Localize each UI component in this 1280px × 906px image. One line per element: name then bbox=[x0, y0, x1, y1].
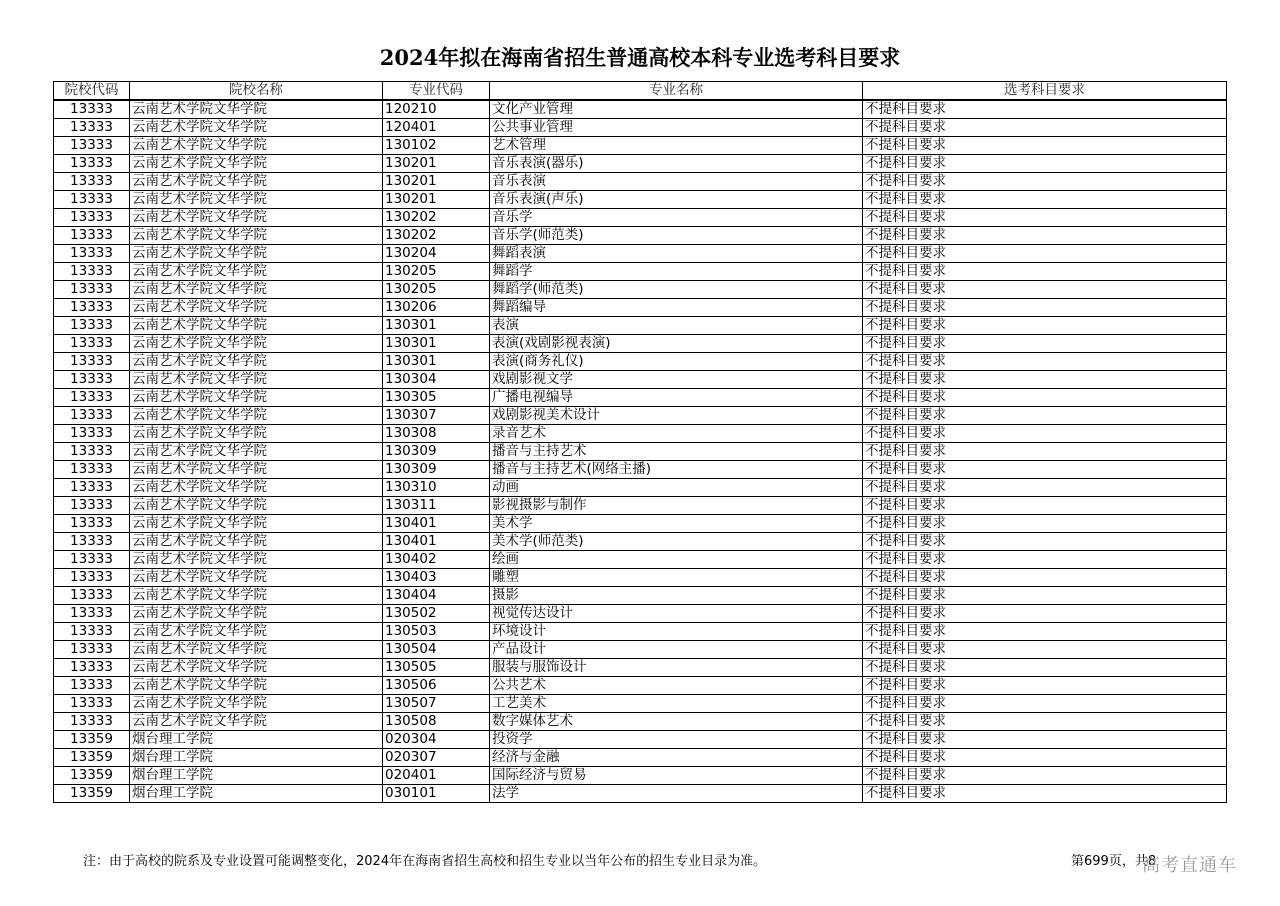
cell-major-name: 公共事业管理 bbox=[490, 119, 863, 137]
cell-school-code: 13359 bbox=[54, 767, 130, 785]
cell-major-code: 120401 bbox=[383, 119, 490, 137]
cell-subject-requirement: 不提科目要求 bbox=[863, 245, 1227, 263]
cell-major-name: 播音与主持艺术(网络主播) bbox=[490, 461, 863, 479]
table-row bbox=[54, 281, 1227, 299]
cell-subject-requirement: 不提科目要求 bbox=[863, 443, 1227, 461]
cell-major-name: 表演(戏剧影视表演) bbox=[490, 335, 863, 353]
cell-school-code: 13333 bbox=[54, 299, 130, 317]
table-row bbox=[54, 227, 1227, 245]
header-major-name: 专业名称 bbox=[490, 82, 863, 101]
cell-school-code: 13333 bbox=[54, 119, 130, 137]
requirements-table bbox=[53, 81, 1227, 803]
cell-subject-requirement: 不提科目要求 bbox=[863, 569, 1227, 587]
cell-school-code: 13333 bbox=[54, 695, 130, 713]
table-row bbox=[54, 713, 1227, 731]
cell-school-code: 13333 bbox=[54, 497, 130, 515]
cell-major-code: 130301 bbox=[383, 317, 490, 335]
table-row bbox=[54, 551, 1227, 569]
cell-major-code: 130102 bbox=[383, 137, 490, 155]
cell-school-code: 13333 bbox=[54, 479, 130, 497]
cell-major-code: 130508 bbox=[383, 713, 490, 731]
cell-major-name: 美术学(师范类) bbox=[490, 533, 863, 551]
table-row bbox=[54, 767, 1227, 785]
table-row bbox=[54, 695, 1227, 713]
cell-major-code: 130301 bbox=[383, 335, 490, 353]
cell-school-name: 云南艺术学院文华学院 bbox=[130, 317, 383, 335]
cell-major-name: 公共艺术 bbox=[490, 677, 863, 695]
cell-school-name: 云南艺术学院文华学院 bbox=[130, 713, 383, 731]
cell-subject-requirement: 不提科目要求 bbox=[863, 407, 1227, 425]
cell-major-name: 表演 bbox=[490, 317, 863, 335]
table-row bbox=[54, 461, 1227, 479]
cell-major-name: 绘画 bbox=[490, 551, 863, 569]
cell-major-code: 130202 bbox=[383, 227, 490, 245]
cell-school-code: 13333 bbox=[54, 100, 130, 119]
cell-major-name: 投资学 bbox=[490, 731, 863, 749]
cell-major-code: 130503 bbox=[383, 623, 490, 641]
cell-school-name: 烟台理工学院 bbox=[130, 731, 383, 749]
table-row bbox=[54, 587, 1227, 605]
table-row bbox=[54, 731, 1227, 749]
cell-school-name: 云南艺术学院文华学院 bbox=[130, 371, 383, 389]
cell-major-name: 艺术管理 bbox=[490, 137, 863, 155]
cell-school-code: 13333 bbox=[54, 533, 130, 551]
cell-major-code: 130505 bbox=[383, 659, 490, 677]
cell-school-name: 云南艺术学院文华学院 bbox=[130, 245, 383, 263]
cell-school-name: 云南艺术学院文华学院 bbox=[130, 407, 383, 425]
cell-school-name: 云南艺术学院文华学院 bbox=[130, 515, 383, 533]
cell-school-name: 云南艺术学院文华学院 bbox=[130, 227, 383, 245]
table-row bbox=[54, 155, 1227, 173]
cell-major-code: 130206 bbox=[383, 299, 490, 317]
table-row bbox=[54, 245, 1227, 263]
cell-school-name: 云南艺术学院文华学院 bbox=[130, 533, 383, 551]
cell-major-code: 130307 bbox=[383, 407, 490, 425]
page-title: 2024年拟在海南省招生普通高校本科专业选考科目要求 bbox=[379, 45, 901, 70]
cell-school-code: 13333 bbox=[54, 425, 130, 443]
cell-major-name: 环境设计 bbox=[490, 623, 863, 641]
cell-subject-requirement: 不提科目要求 bbox=[863, 335, 1227, 353]
cell-school-name: 烟台理工学院 bbox=[130, 749, 383, 767]
cell-major-code: 130204 bbox=[383, 245, 490, 263]
cell-major-code: 130310 bbox=[383, 479, 490, 497]
cell-major-code: 130202 bbox=[383, 209, 490, 227]
cell-subject-requirement: 不提科目要求 bbox=[863, 281, 1227, 299]
cell-major-name: 产品设计 bbox=[490, 641, 863, 659]
cell-major-code: 130205 bbox=[383, 281, 490, 299]
cell-major-name: 播音与主持艺术 bbox=[490, 443, 863, 461]
cell-major-name: 戏剧影视美术设计 bbox=[490, 407, 863, 425]
cell-school-code: 13359 bbox=[54, 785, 130, 803]
cell-major-name: 工艺美术 bbox=[490, 695, 863, 713]
table-row bbox=[54, 137, 1227, 155]
cell-major-code: 130309 bbox=[383, 461, 490, 479]
cell-school-name: 云南艺术学院文华学院 bbox=[130, 479, 383, 497]
cell-school-code: 13333 bbox=[54, 569, 130, 587]
table-row bbox=[54, 299, 1227, 317]
cell-subject-requirement: 不提科目要求 bbox=[863, 659, 1227, 677]
cell-major-name: 音乐表演 bbox=[490, 173, 863, 191]
cell-school-name: 云南艺术学院文华学院 bbox=[130, 263, 383, 281]
cell-school-name: 云南艺术学院文华学院 bbox=[130, 281, 383, 299]
cell-school-code: 13333 bbox=[54, 641, 130, 659]
cell-major-code: 130305 bbox=[383, 389, 490, 407]
cell-subject-requirement: 不提科目要求 bbox=[863, 623, 1227, 641]
cell-school-code: 13333 bbox=[54, 389, 130, 407]
cell-subject-requirement: 不提科目要求 bbox=[863, 191, 1227, 209]
table-row bbox=[54, 407, 1227, 425]
cell-major-code: 130309 bbox=[383, 443, 490, 461]
cell-subject-requirement: 不提科目要求 bbox=[863, 749, 1227, 767]
cell-major-name: 舞蹈编导 bbox=[490, 299, 863, 317]
cell-school-name: 云南艺术学院文华学院 bbox=[130, 659, 383, 677]
cell-subject-requirement: 不提科目要求 bbox=[863, 731, 1227, 749]
cell-subject-requirement: 不提科目要求 bbox=[863, 533, 1227, 551]
cell-school-code: 13359 bbox=[54, 731, 130, 749]
cell-major-name: 音乐表演(器乐) bbox=[490, 155, 863, 173]
cell-school-name: 云南艺术学院文华学院 bbox=[130, 677, 383, 695]
table-row bbox=[54, 443, 1227, 461]
cell-major-name: 雕塑 bbox=[490, 569, 863, 587]
cell-major-name: 音乐学(师范类) bbox=[490, 227, 863, 245]
cell-school-name: 云南艺术学院文华学院 bbox=[130, 641, 383, 659]
cell-school-code: 13333 bbox=[54, 443, 130, 461]
cell-school-name: 云南艺术学院文华学院 bbox=[130, 623, 383, 641]
cell-subject-requirement: 不提科目要求 bbox=[863, 767, 1227, 785]
cell-major-code: 130506 bbox=[383, 677, 490, 695]
cell-major-name: 舞蹈学(师范类) bbox=[490, 281, 863, 299]
cell-school-name: 云南艺术学院文华学院 bbox=[130, 587, 383, 605]
cell-major-code: 130201 bbox=[383, 191, 490, 209]
cell-major-code: 130402 bbox=[383, 551, 490, 569]
cell-subject-requirement: 不提科目要求 bbox=[863, 785, 1227, 803]
watermark: 高考直通车 bbox=[1142, 855, 1237, 876]
cell-subject-requirement: 不提科目要求 bbox=[863, 461, 1227, 479]
cell-major-code: 130401 bbox=[383, 515, 490, 533]
cell-school-code: 13333 bbox=[54, 317, 130, 335]
cell-subject-requirement: 不提科目要求 bbox=[863, 551, 1227, 569]
table-row bbox=[54, 389, 1227, 407]
header-major-code: 专业代码 bbox=[383, 82, 490, 101]
cell-school-code: 13333 bbox=[54, 461, 130, 479]
cell-subject-requirement: 不提科目要求 bbox=[863, 605, 1227, 623]
cell-school-code: 13333 bbox=[54, 605, 130, 623]
cell-major-code: 120210 bbox=[383, 100, 490, 119]
cell-subject-requirement: 不提科目要求 bbox=[863, 695, 1227, 713]
cell-school-code: 13333 bbox=[54, 713, 130, 731]
page-number: 第699页，共8 bbox=[1071, 854, 1157, 869]
table-row bbox=[54, 353, 1227, 371]
cell-subject-requirement: 不提科目要求 bbox=[863, 515, 1227, 533]
cell-subject-requirement: 不提科目要求 bbox=[863, 209, 1227, 227]
cell-major-code: 130201 bbox=[383, 173, 490, 191]
cell-major-name: 数字媒体艺术 bbox=[490, 713, 863, 731]
table-row bbox=[54, 317, 1227, 335]
cell-major-code: 020307 bbox=[383, 749, 490, 767]
table-row bbox=[54, 533, 1227, 551]
cell-subject-requirement: 不提科目要求 bbox=[863, 425, 1227, 443]
cell-subject-requirement: 不提科目要求 bbox=[863, 371, 1227, 389]
cell-major-code: 130504 bbox=[383, 641, 490, 659]
cell-major-code: 130304 bbox=[383, 371, 490, 389]
cell-school-name: 烟台理工学院 bbox=[130, 767, 383, 785]
cell-major-name: 服装与服饰设计 bbox=[490, 659, 863, 677]
cell-major-name: 动画 bbox=[490, 479, 863, 497]
cell-school-name: 云南艺术学院文华学院 bbox=[130, 443, 383, 461]
cell-major-name: 舞蹈表演 bbox=[490, 245, 863, 263]
table-row bbox=[54, 100, 1227, 119]
cell-subject-requirement: 不提科目要求 bbox=[863, 641, 1227, 659]
cell-major-name: 影视摄影与制作 bbox=[490, 497, 863, 515]
cell-subject-requirement: 不提科目要求 bbox=[863, 137, 1227, 155]
cell-major-code: 020304 bbox=[383, 731, 490, 749]
cell-major-name: 表演(商务礼仪) bbox=[490, 353, 863, 371]
cell-major-name: 音乐表演(声乐) bbox=[490, 191, 863, 209]
cell-subject-requirement: 不提科目要求 bbox=[863, 299, 1227, 317]
cell-school-name: 云南艺术学院文华学院 bbox=[130, 299, 383, 317]
cell-school-code: 13333 bbox=[54, 155, 130, 173]
cell-major-name: 戏剧影视文学 bbox=[490, 371, 863, 389]
cell-major-code: 130404 bbox=[383, 587, 490, 605]
footer-note: 注：由于高校的院系及专业设置可能调整变化，2024年在海南省招生高校和招生专业以当年公布的招生专业目录为准。 bbox=[83, 854, 767, 869]
cell-major-name: 国际经济与贸易 bbox=[490, 767, 863, 785]
cell-major-name: 经济与金融 bbox=[490, 749, 863, 767]
table-row bbox=[54, 173, 1227, 191]
cell-major-code: 130403 bbox=[383, 569, 490, 587]
table-row bbox=[54, 677, 1227, 695]
cell-school-code: 13333 bbox=[54, 191, 130, 209]
cell-school-code: 13333 bbox=[54, 227, 130, 245]
cell-school-code: 13333 bbox=[54, 335, 130, 353]
cell-school-name: 云南艺术学院文华学院 bbox=[130, 335, 383, 353]
cell-school-name: 云南艺术学院文华学院 bbox=[130, 173, 383, 191]
table-row bbox=[54, 371, 1227, 389]
cell-major-name: 录音艺术 bbox=[490, 425, 863, 443]
header-school-name: 院校名称 bbox=[130, 82, 383, 101]
cell-major-name: 视觉传达设计 bbox=[490, 605, 863, 623]
cell-subject-requirement: 不提科目要求 bbox=[863, 353, 1227, 371]
cell-school-name: 云南艺术学院文华学院 bbox=[130, 389, 383, 407]
cell-subject-requirement: 不提科目要求 bbox=[863, 119, 1227, 137]
cell-school-code: 13333 bbox=[54, 281, 130, 299]
cell-major-code: 130301 bbox=[383, 353, 490, 371]
cell-school-name: 云南艺术学院文华学院 bbox=[130, 191, 383, 209]
cell-major-name: 广播电视编导 bbox=[490, 389, 863, 407]
cell-school-name: 云南艺术学院文华学院 bbox=[130, 551, 383, 569]
table-row bbox=[54, 605, 1227, 623]
cell-subject-requirement: 不提科目要求 bbox=[863, 497, 1227, 515]
cell-major-name: 法学 bbox=[490, 785, 863, 803]
cell-school-name: 云南艺术学院文华学院 bbox=[130, 461, 383, 479]
cell-subject-requirement: 不提科目要求 bbox=[863, 227, 1227, 245]
cell-school-code: 13333 bbox=[54, 245, 130, 263]
table-header-row bbox=[54, 82, 1227, 101]
cell-major-name: 美术学 bbox=[490, 515, 863, 533]
cell-school-code: 13333 bbox=[54, 263, 130, 281]
table-row bbox=[54, 569, 1227, 587]
cell-subject-requirement: 不提科目要求 bbox=[863, 713, 1227, 731]
cell-major-code: 030101 bbox=[383, 785, 490, 803]
table-row bbox=[54, 425, 1227, 443]
cell-major-name: 摄影 bbox=[490, 587, 863, 605]
cell-school-name: 云南艺术学院文华学院 bbox=[130, 605, 383, 623]
cell-major-code: 130308 bbox=[383, 425, 490, 443]
cell-school-name: 云南艺术学院文华学院 bbox=[130, 119, 383, 137]
cell-school-code: 13333 bbox=[54, 173, 130, 191]
table-row bbox=[54, 659, 1227, 677]
cell-major-code: 130401 bbox=[383, 533, 490, 551]
cell-school-code: 13333 bbox=[54, 353, 130, 371]
cell-subject-requirement: 不提科目要求 bbox=[863, 100, 1227, 119]
cell-school-name: 云南艺术学院文华学院 bbox=[130, 695, 383, 713]
cell-school-code: 13333 bbox=[54, 659, 130, 677]
cell-school-code: 13333 bbox=[54, 587, 130, 605]
table-row bbox=[54, 515, 1227, 533]
cell-school-code: 13333 bbox=[54, 371, 130, 389]
table-row bbox=[54, 623, 1227, 641]
table-row bbox=[54, 209, 1227, 227]
cell-school-code: 13333 bbox=[54, 515, 130, 533]
table-row bbox=[54, 119, 1227, 137]
cell-school-code: 13333 bbox=[54, 551, 130, 569]
cell-major-name: 舞蹈学 bbox=[490, 263, 863, 281]
table-row bbox=[54, 785, 1227, 803]
cell-subject-requirement: 不提科目要求 bbox=[863, 677, 1227, 695]
cell-subject-requirement: 不提科目要求 bbox=[863, 317, 1227, 335]
header-school-code: 院校代码 bbox=[54, 82, 130, 101]
cell-subject-requirement: 不提科目要求 bbox=[863, 389, 1227, 407]
cell-major-code: 130507 bbox=[383, 695, 490, 713]
cell-school-name: 云南艺术学院文华学院 bbox=[130, 137, 383, 155]
table-row bbox=[54, 749, 1227, 767]
cell-school-code: 13333 bbox=[54, 137, 130, 155]
cell-school-name: 云南艺术学院文华学院 bbox=[130, 353, 383, 371]
table-row bbox=[54, 479, 1227, 497]
cell-school-name: 云南艺术学院文华学院 bbox=[130, 497, 383, 515]
cell-school-name: 云南艺术学院文华学院 bbox=[130, 209, 383, 227]
cell-school-name: 云南艺术学院文华学院 bbox=[130, 155, 383, 173]
table-row bbox=[54, 641, 1227, 659]
table-row bbox=[54, 191, 1227, 209]
cell-major-name: 音乐学 bbox=[490, 209, 863, 227]
cell-subject-requirement: 不提科目要求 bbox=[863, 155, 1227, 173]
cell-major-name: 文化产业管理 bbox=[490, 100, 863, 119]
table-body bbox=[54, 100, 1227, 803]
header-subject-requirement: 选考科目要求 bbox=[863, 82, 1227, 101]
cell-school-code: 13333 bbox=[54, 407, 130, 425]
cell-major-code: 020401 bbox=[383, 767, 490, 785]
table-row bbox=[54, 497, 1227, 515]
cell-school-code: 13333 bbox=[54, 209, 130, 227]
table-row bbox=[54, 263, 1227, 281]
cell-school-code: 13333 bbox=[54, 677, 130, 695]
cell-major-code: 130311 bbox=[383, 497, 490, 515]
cell-school-name: 云南艺术学院文华学院 bbox=[130, 569, 383, 587]
cell-subject-requirement: 不提科目要求 bbox=[863, 587, 1227, 605]
cell-major-code: 130205 bbox=[383, 263, 490, 281]
cell-major-code: 130502 bbox=[383, 605, 490, 623]
cell-subject-requirement: 不提科目要求 bbox=[863, 263, 1227, 281]
table-row bbox=[54, 335, 1227, 353]
cell-school-name: 烟台理工学院 bbox=[130, 785, 383, 803]
cell-school-code: 13359 bbox=[54, 749, 130, 767]
cell-subject-requirement: 不提科目要求 bbox=[863, 479, 1227, 497]
cell-subject-requirement: 不提科目要求 bbox=[863, 173, 1227, 191]
cell-school-name: 云南艺术学院文华学院 bbox=[130, 100, 383, 119]
cell-school-name: 云南艺术学院文华学院 bbox=[130, 425, 383, 443]
cell-school-code: 13333 bbox=[54, 623, 130, 641]
cell-major-code: 130201 bbox=[383, 155, 490, 173]
